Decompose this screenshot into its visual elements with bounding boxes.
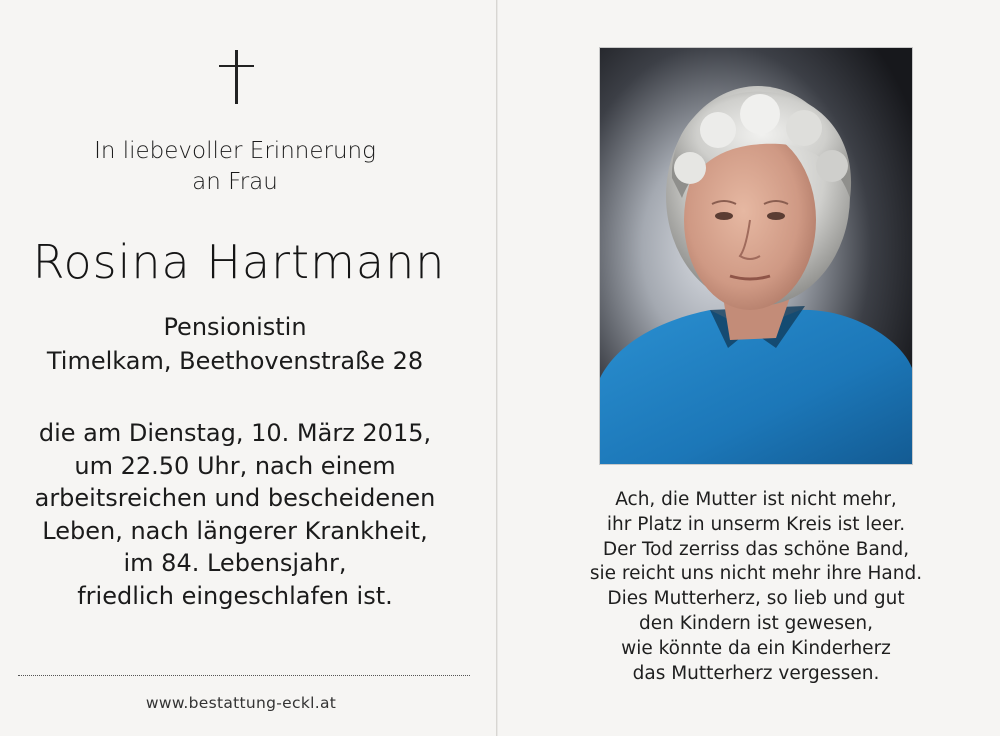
poem-line: Der Tod zerriss das schöne Band, — [602, 538, 910, 560]
deceased-name: Rosina Hartmann — [32, 235, 446, 289]
funeral-home-website: www.bestattung-eckl.at — [145, 694, 337, 712]
notice-line: um 22.50 Uhr, nach einem — [74, 451, 396, 480]
occupation-address — [0, 310, 470, 378]
portrait-photo — [600, 48, 912, 464]
left-panel — [0, 0, 497, 736]
address-line: Timelkam, Beethovenstraße 28 — [46, 347, 424, 375]
memorial-poem — [578, 488, 934, 686]
death-notice-text — [0, 417, 470, 612]
portrait-illustration — [600, 48, 912, 464]
poem-line: Ach, die Mutter ist nicht mehr, — [615, 489, 897, 510]
notice-line: arbeitsreichen und bescheidenen — [34, 484, 436, 512]
intro-line: In liebevoller Erinnerung — [94, 138, 376, 164]
notice-line: die am Dienstag, 10. März 2015, — [38, 419, 432, 447]
poem-line: ihr Platz in unserm Kreis ist leer. — [606, 513, 906, 535]
cross-icon — [217, 50, 257, 106]
intro-line: an Frau — [192, 169, 278, 195]
occupation-line: Pensionistin — [163, 313, 307, 341]
right-panel — [498, 0, 1000, 736]
notice-line: im 84. Lebensjahr, — [123, 549, 347, 577]
intro-text — [0, 136, 470, 198]
poem-line: das Mutterherz vergessen. — [632, 662, 880, 684]
poem-line: wie könnte da ein Kinderherz — [621, 637, 891, 659]
poem-line: sie reicht uns nicht mehr ihre Hand. — [589, 563, 923, 585]
poem-line: den Kindern ist gewesen, — [639, 612, 873, 634]
poem-line: Dies Mutterherz, so lieb und gut — [607, 588, 905, 610]
notice-line: friedlich eingeschlafen ist. — [77, 581, 393, 610]
dotted-divider — [18, 675, 470, 676]
notice-line: Leben, nach längerer Krankheit, — [42, 516, 428, 545]
